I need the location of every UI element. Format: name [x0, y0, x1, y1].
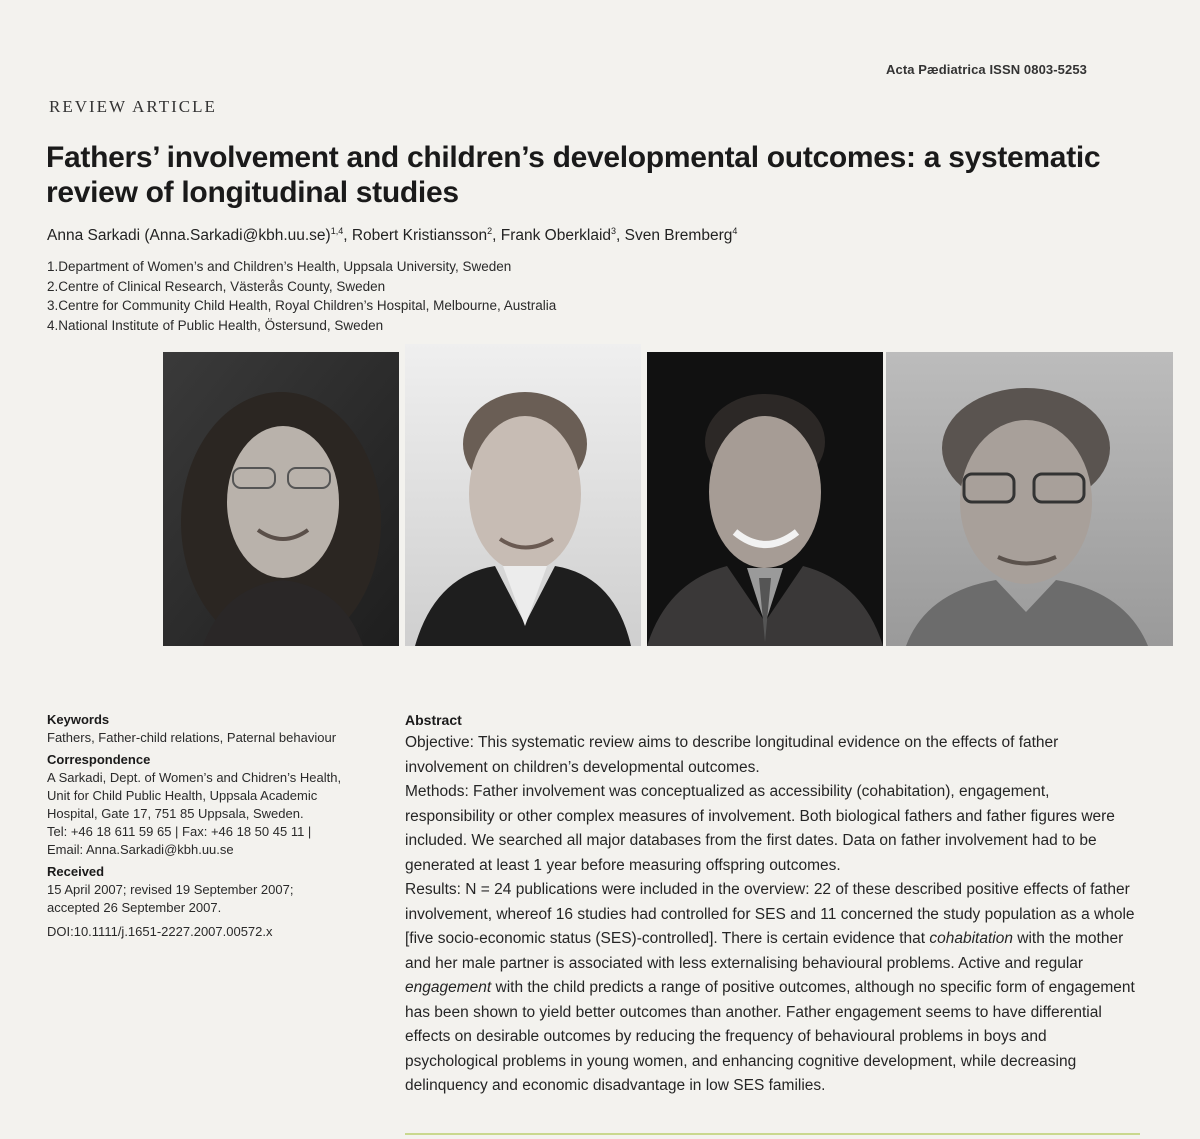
abstract-methods: Methods: Father involvement was conceptualized as accessibility (cohabitation), engagement, responsibility or other complex measures of involvement. Both biological fathers and father figures were included. We searched all major databases from the first dates. Data on father involvement had to be generated at least 1 year before measuring offspring outcomes.: [405, 783, 1115, 874]
author-affiliation-sup: 3: [611, 226, 617, 236]
author-photo: [163, 352, 399, 646]
affiliation-list: [47, 257, 556, 335]
article-info-sidebar: [47, 711, 377, 941]
received-line: 15 April 2007; revised 19 September 2007;: [47, 882, 294, 897]
author-name: Anna Sarkadi (Anna.Sarkadi@kbh.uu.se): [47, 227, 331, 244]
abstract: [405, 711, 1135, 1099]
author-photo: [886, 352, 1173, 646]
affiliation: 2.Centre of Clinical Research, Västerås County, Sweden: [47, 278, 386, 294]
author-photo: [647, 352, 883, 646]
doi-link[interactable]: DOI:10.1111/j.1651-2227.2007.00572.x: [47, 924, 273, 939]
affiliation: 4.National Institute of Public Health, Östersund, Sweden: [47, 317, 384, 333]
abstract-objective: Objective: This systematic review aims to describe longitudinal evidence on the effects of father involvement on children’s developmental outcomes.: [405, 734, 1059, 776]
affiliation: 3.Centre for Community Child Health, Royal Children’s Hospital, Melbourne, Australia: [47, 298, 557, 313]
author-photos: [163, 344, 1173, 646]
keywords-text: Fathers, Father-child relations, Paternal behaviour: [47, 730, 337, 745]
correspondence-heading: Correspondence: [47, 752, 151, 767]
correspondence-line: Email: Anna.Sarkadi@kbh.uu.se: [47, 842, 234, 857]
correspondence-line: Hospital, Gate 17, 751 85 Uppsala, Sweden.: [47, 806, 304, 821]
author-name: Sven Bremberg: [624, 227, 733, 244]
keywords-heading: Keywords: [47, 712, 110, 727]
article-title: Fathers’ involvement and children’s developmental outcomes: a systematic review of longitudinal studies: [46, 141, 1101, 209]
author-affiliation-sup: 2: [487, 226, 493, 236]
author-list: Anna Sarkadi (Anna.Sarkadi@kbh.uu.se)$^{1,4}$, Robert Kristiansson$^2$, Frank Oberklaid$^3$, Sven Bremberg$^4$: [47, 226, 738, 244]
received-line: accepted 26 September 2007.: [47, 900, 222, 915]
author-photo: [405, 344, 641, 646]
author-name: Frank Oberklaid: [500, 227, 612, 244]
correspondence-line: A Sarkadi, Dept. of Women’s and Chidren’s Health,: [47, 770, 342, 785]
abstract-results: Results: N = 24 publications were included in the overview: 22 of these described positive effects of father involvement, whereof 16 studies had controlled for SES and 11 concerned the study population as a whole [five socio-economic status (SES)-controlled]. There is certain evidence that cohabitation with the mother and her male partner is associated with less externalising behavioural problems. Active and regular engagement with the child predicts a range of positive outcomes, although no specific form of engagement has been shown to yield better outcomes than another. Father engagement seems to have differential effects on desirable outcomes by reducing the frequency of behavioural problems in boys and psychological problems in young women, and enhancing cognitive development, while decreasing delinquency and economic disadvantage in low SES families.: [405, 881, 1135, 1094]
author-name: Robert Kristiansson: [351, 227, 488, 244]
highlight-rule: [405, 1133, 1140, 1135]
abstract-heading: Abstract: [405, 712, 462, 728]
author-affiliation-sup: 1,4: [330, 226, 344, 236]
affiliation: 1.Department of Women’s and Children’s Health, Uppsala University, Sweden: [47, 259, 512, 274]
correspondence-line: Tel: +46 18 611 59 65 | Fax: +46 18 50 45 11 |: [47, 824, 312, 839]
received-heading: Received: [47, 864, 105, 879]
correspondence-line: Unit for Child Public Health, Uppsala Academic: [47, 788, 318, 803]
article-type: REVIEW ARTICLE: [49, 97, 217, 116]
journal-issn: Acta Pædiatrica ISSN 0803-5253: [886, 62, 1087, 77]
author-affiliation-sup: 4: [732, 226, 738, 236]
